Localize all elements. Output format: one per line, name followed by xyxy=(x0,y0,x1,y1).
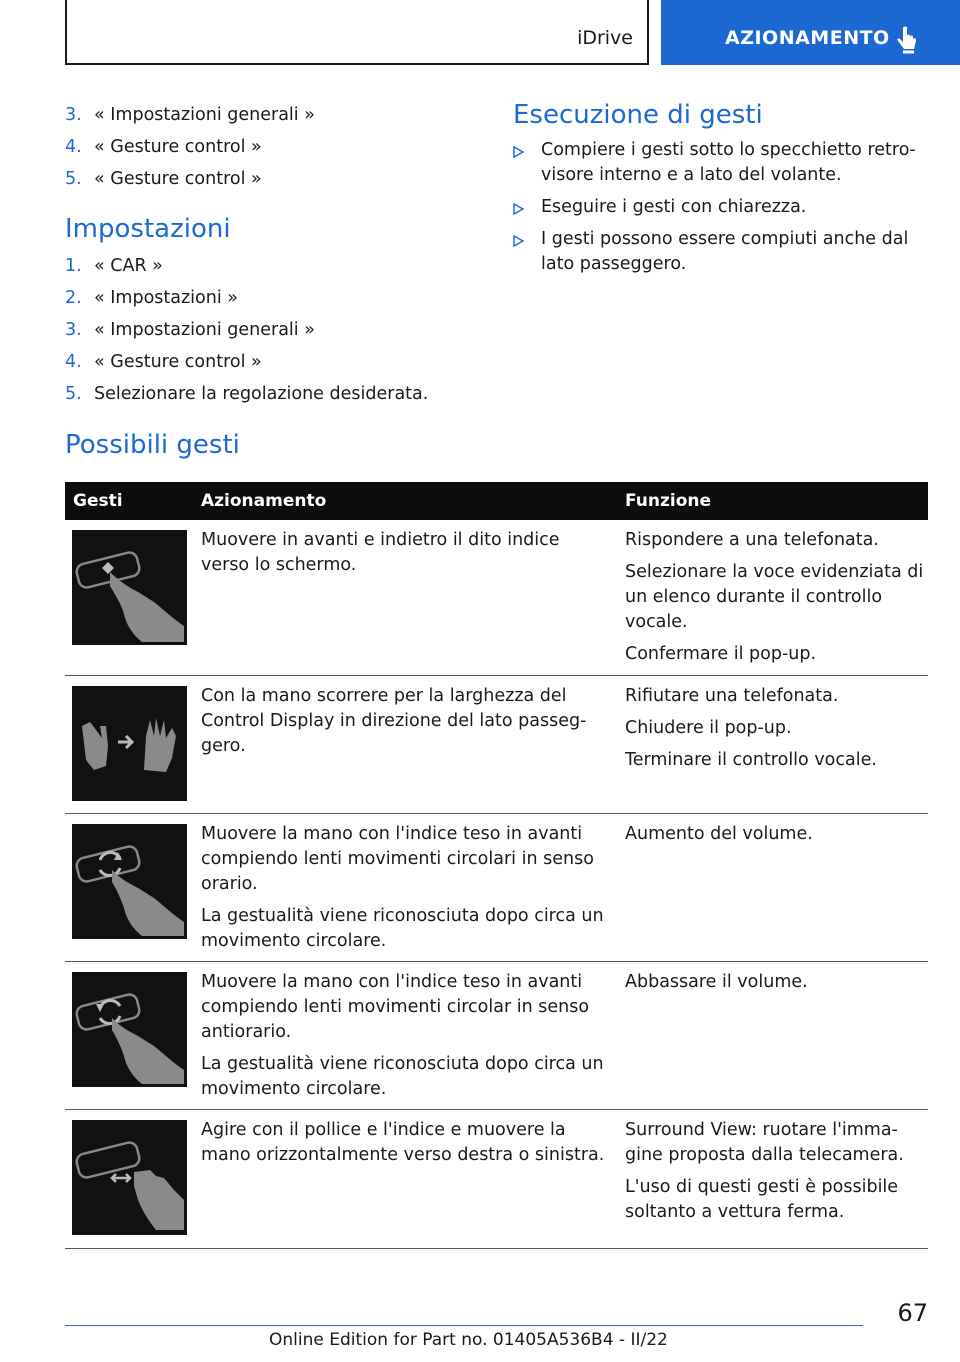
gestures-table xyxy=(65,482,928,1249)
function-cell: Abbassare il volume. xyxy=(625,972,808,992)
function-cell: Rispondere a una telefonata. Selezionare la voce evidenziata di un elenco durante il controllo vocale. Confermare il pop-up. xyxy=(625,530,924,664)
footer-divider xyxy=(65,1325,863,1326)
table-row xyxy=(65,962,928,1110)
gesture-rotate-counterclockwise-icon xyxy=(72,972,187,1087)
triangle-bullet-icon xyxy=(513,235,524,247)
action-cell: Muovere la mano con l'indice teso in avanti compiendo lenti movimenti circolar in senso antiorario. La gestualità viene riconosciuta dopo circa un movimento circolare. xyxy=(201,972,604,1099)
action-cell: Muovere in avanti e indietro il dito indice verso lo schermo. xyxy=(201,530,560,575)
triangle-bullet-icon xyxy=(513,203,524,215)
action-cell: Agire con il pollice e l'indice e muovere la mano orizzontalmente verso destra o sinistra. xyxy=(201,1120,605,1165)
function-cell: Aumento del volume. xyxy=(625,824,813,844)
table-row xyxy=(65,1110,928,1249)
triangle-bullet-icon xyxy=(513,146,524,158)
table-row xyxy=(65,520,928,676)
column-header-funzione: Funzione xyxy=(625,491,712,511)
list-item: 3. « Impostazioni generali » xyxy=(65,105,315,125)
header-chapter-title: AZIONAMENTO xyxy=(725,27,890,49)
list-item: 2. « Impostazioni » xyxy=(65,288,238,308)
action-cell: Con la mano scorrere per la larghezza del Control Display in direzione del lato passeg‐gero. xyxy=(201,686,587,756)
list-item: I gesti possono essere compiuti anche dal lato passeggero. xyxy=(513,227,923,277)
list-item: Compiere i gesti sotto lo specchietto retro‐visore interno e a lato del volante. xyxy=(513,138,923,188)
header-section-box xyxy=(65,0,649,65)
action-cell: Muovere la mano con l'indice teso in avanti compiendo lenti movimenti circolari in senso orario. La gestualità viene riconosciuta dopo circa un movimento circolare. xyxy=(201,824,604,951)
gesture-pinch-swipe-icon xyxy=(72,1120,187,1235)
page-number: 67 xyxy=(897,1299,928,1327)
gesture-swipe-icon xyxy=(72,686,187,801)
execution-heading: Esecuzione di gesti xyxy=(513,100,763,130)
list-item: 4. « Gesture control » xyxy=(65,137,262,157)
function-cell: Rifiutare una telefonata. Chiudere il pop-up. Terminare il controllo vocale. xyxy=(625,686,877,770)
list-item: 3. « Impostazioni generali » xyxy=(65,320,315,340)
list-item: 5. « Gesture control » xyxy=(65,169,262,189)
header-chapter-box xyxy=(661,0,960,65)
column-header-gesti: Gesti xyxy=(73,491,123,511)
footer-edition: Online Edition for Part no. 01405A536B4 - II/22 xyxy=(269,1330,668,1350)
list-item: 5. Selezionare la regolazione desiderata. xyxy=(65,384,429,404)
list-item: 1. « CAR » xyxy=(65,256,163,276)
hand-pointer-icon xyxy=(895,26,919,54)
table-row xyxy=(65,814,928,962)
list-item: Eseguire i gesti con chiarezza. xyxy=(513,195,923,220)
gestures-heading: Possibili gesti xyxy=(65,430,240,460)
execution-bullets xyxy=(513,138,923,284)
settings-steps-list xyxy=(65,255,428,415)
function-cell: Surround View: ruotare l'imma‐gine proposta dalla telecamera. L'uso di questi gesti è possibile soltanto a vettura ferma. xyxy=(625,1120,904,1222)
table-row xyxy=(65,676,928,814)
settings-heading: Impostazioni xyxy=(65,214,231,244)
list-item: 4. « Gesture control » xyxy=(65,352,262,372)
top-steps-list xyxy=(65,104,315,200)
table-header xyxy=(65,482,928,520)
column-header-azionamento: Azionamento xyxy=(201,491,327,511)
gesture-point-icon xyxy=(72,530,187,645)
header-section-title: iDrive xyxy=(577,27,633,49)
gesture-rotate-clockwise-icon xyxy=(72,824,187,939)
